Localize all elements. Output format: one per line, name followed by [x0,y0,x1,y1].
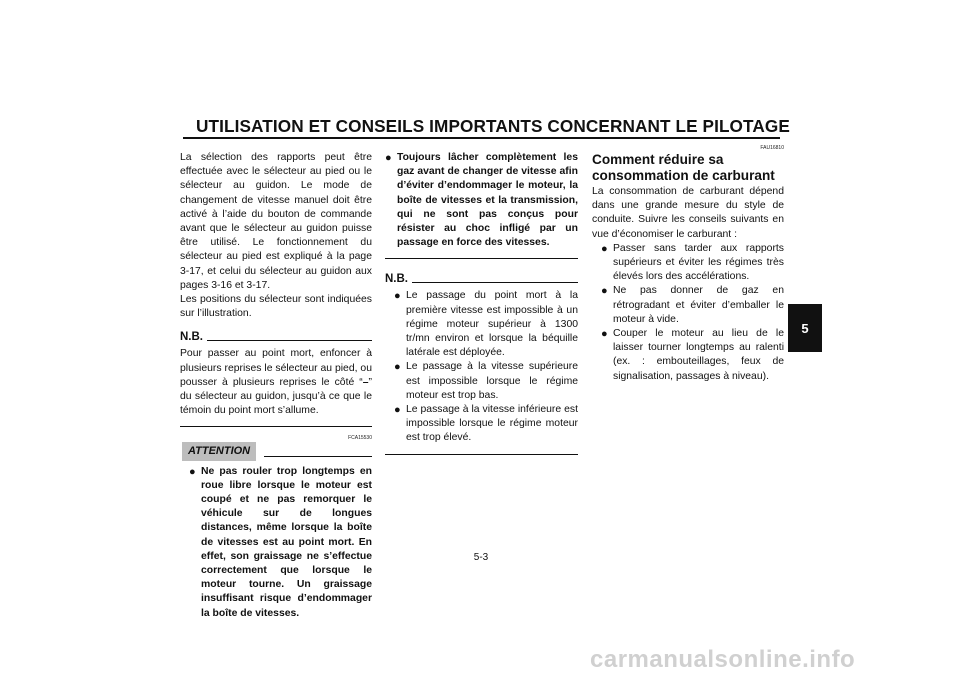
list-item [601,284,784,327]
nb-bullet-text: Le passage à la vitesse inférieure est impossible lorsque le régime moteur est trop élevé. [406,404,578,444]
list-item [189,465,372,621]
bullet-icon: ● [385,152,392,164]
bullet-icon: ● [394,290,401,303]
reference-code: FAU16810 [760,145,784,151]
list-item [601,242,784,285]
tip-text: Ne pas donner de gaz en rétrogradant et éviter d’emballer le moteur à vide. [613,285,784,325]
nb-rule [412,282,578,283]
nb-label: N.B. [180,331,203,344]
nb-end-rule [180,426,372,427]
list-item [394,289,578,360]
page-number: 5-3 [473,552,489,563]
column-left [180,151,372,621]
tip-text: Couper le moteur au lieu de le laisser tourner longtemps au ralenti (ex. : embouteillages, feux de signalisation, passages à niveau). [613,328,784,382]
nb-end-rule [385,454,578,455]
header-rule [183,137,780,139]
list-item [601,327,784,384]
section-heading: Comment réduire sa consommation de carburant [592,152,775,183]
column-middle [385,151,578,455]
bullet-icon: ● [189,465,196,478]
chapter-tab[interactable]: 5 [788,304,822,352]
bullet-icon: ● [601,285,608,298]
nb-text-part: ” du sélecteur au guidon, jusqu’à ce que le témoin du point mort s’allume. [180,376,372,417]
attention-text: Toujours lâcher complètement les gaz avant de changer de vitesse afin d’éviter d’endommager le moteur, la boîte de vitesses et la transmission, qui ne sont pas conçus pour résister au choc infligé par un passage en force des vitesses. [397,152,578,249]
attention-text: Ne pas rouler trop longtemps en roue libre lorsque le moteur est coupé et ne pas remorquer le véhicule sur de longues distances, même lorsque la boîte de vitesses est au point mort. En effet, son graissage ne s’effectue correctement que lorsque le moteur tourne. Un graissage insuffisant risque d’endommager la boîte de vitesses. [201,465,372,619]
column-right [592,145,784,384]
nb-header [180,331,372,343]
paragraph: Les positions du sélecteur sont indiquées sur l’illustration. [180,294,372,320]
list-item [394,360,578,403]
nb-text-part: Pour passer au point mort, enfoncer à plusieurs reprises le sélecteur au pied, ou pousser à plusieurs reprises le côté “ [180,348,372,388]
paragraph: La consommation de carburant dépend dans une grande mesure du style de conduite. Suivre les conseils suivants en vue d’économiser le carburant : [592,186,784,240]
nb-header [385,273,578,285]
nb-label: N.B. [385,273,408,286]
bullet-icon: ● [394,361,401,374]
attention-rule [264,456,372,457]
bullet-icon: ● [394,404,401,417]
list-item [385,151,578,250]
nb-bullet-text: Le passage à la vitesse supérieure est impossible lorsque le régime moteur est trop bas. [406,361,578,401]
list-item [394,403,578,446]
attention-badge: ATTENTION [182,442,256,460]
page-header-title: UTILISATION ET CONSEILS IMPORTANTS CONCERNANT LE PILOTAGE [196,116,790,136]
attention-header [180,442,372,460]
paragraph: La sélection des rapports peut être effectuée avec le sélecteur au pied ou le sélecteur au guidon. Le mode de changement de vitesse manuel doit être activé à l’aide du bouton de commande avant que le sélecteur au guidon puisse être utilisé. Le fonctionnement du sélecteur au pied est expliqué à la page 3-17, et celui du sélecteur au guidon aux pages 3-16 et 3-17. [180,152,372,291]
nb-text [180,347,372,418]
bullet-icon: ● [601,242,608,255]
nb-rule [207,340,372,341]
minus-symbol-icon: – [362,376,369,388]
watermark: carmanualsonline.info [590,646,856,673]
bullet-icon: ● [601,328,608,341]
reference-code: FCA15530 [348,435,372,442]
nb-bullet-text: Le passage du point mort à la première vitesse est impossible à un régime moteur supérieur à 1300 tr/mn environ et lorsque la béquille latérale est déployée. [406,290,578,359]
attention-end-rule [385,258,578,259]
tip-text: Passer sans tarder aux rapports supérieurs et éviter les régimes très élevés lors des accélérations. [613,242,784,283]
